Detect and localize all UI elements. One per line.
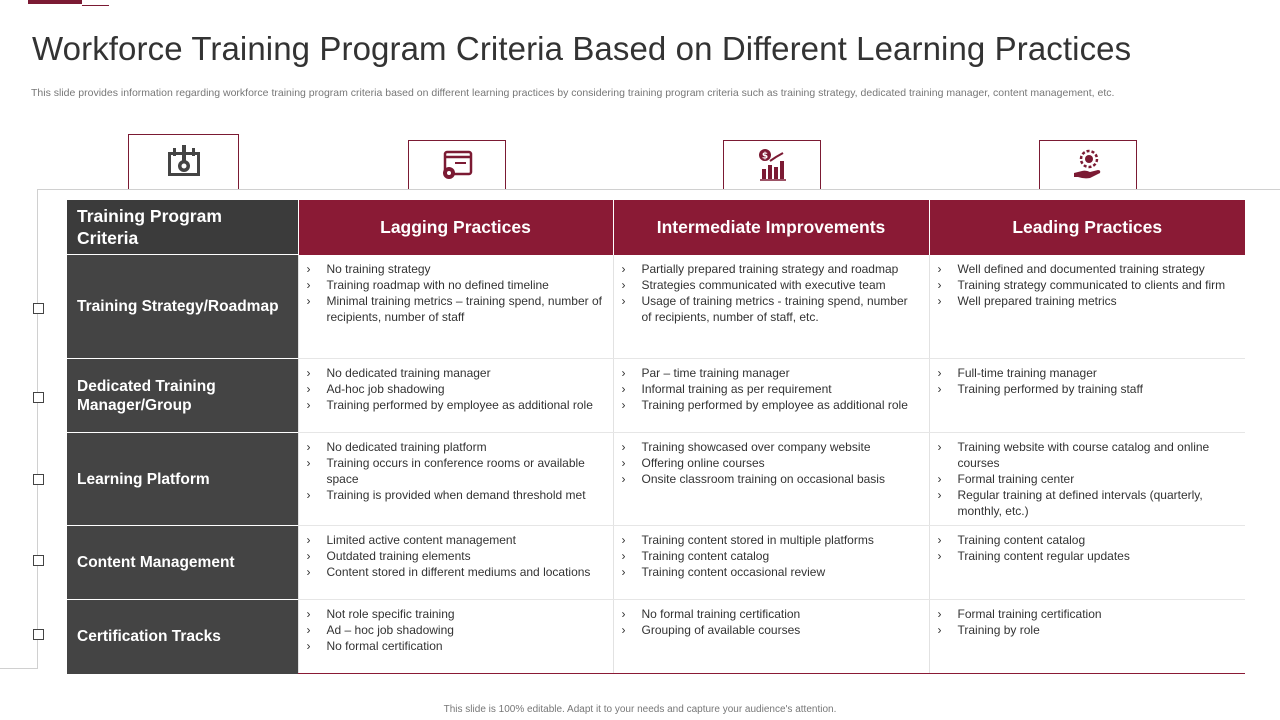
row-label: Training Strategy/Roadmap — [67, 255, 298, 359]
table-cell — [613, 600, 929, 674]
table-header-row — [67, 200, 1245, 255]
list-item: › No dedicated training platform — [307, 439, 605, 455]
table-cell — [613, 359, 929, 433]
table-row — [67, 359, 1245, 433]
list-item: › Content stored in different mediums and locations — [307, 564, 605, 580]
cell-bullet-list — [938, 532, 1238, 564]
list-item: › Well prepared training metrics — [938, 293, 1238, 309]
list-item: › Outdated training elements — [307, 548, 605, 564]
dollar-chart-icon — [754, 147, 790, 183]
list-item: › Training content regular updates — [938, 548, 1238, 564]
icon-box-lagging — [408, 140, 506, 190]
cell-bullet-list — [938, 261, 1238, 309]
cell-bullet-list — [938, 439, 1238, 519]
row-bullet-4 — [33, 555, 44, 566]
browser-settings-icon — [439, 147, 475, 183]
list-item: › Training website with course catalog and online courses — [938, 439, 1238, 471]
list-item: › Training by role — [938, 622, 1238, 638]
table-cell — [613, 526, 929, 600]
cell-bullet-list — [307, 261, 605, 325]
list-item: › Formal training certification — [938, 606, 1238, 622]
icon-box-criteria — [128, 134, 239, 190]
list-item: › Regular training at defined intervals (quarterly, monthly, etc.) — [938, 487, 1238, 519]
list-item: › Usage of training metrics - training spend, number of recipients, number of staff, etc. — [622, 293, 921, 325]
table-row — [67, 526, 1245, 600]
row-label: Learning Platform — [67, 433, 298, 526]
table-cell — [929, 526, 1245, 600]
cell-bullet-list — [622, 439, 921, 487]
table-cell — [929, 433, 1245, 526]
list-item: › Par – time training manager — [622, 365, 921, 381]
table-cell — [613, 433, 929, 526]
row-label: Content Management — [67, 526, 298, 600]
criteria-header: Training Program Criteria — [67, 200, 298, 255]
list-item: › Strategies communicated with executive team — [622, 277, 921, 293]
list-item: › Formal training center — [938, 471, 1238, 487]
row-bullet-5 — [33, 629, 44, 640]
table-row — [67, 433, 1245, 526]
list-item: › Not role specific training — [307, 606, 605, 622]
list-item: › Ad – hoc job shadowing — [307, 622, 605, 638]
list-item: › Grouping of available courses — [622, 622, 921, 638]
slide-title: Workforce Training Program Criteria Based on Different Learning Practices — [32, 30, 1132, 67]
list-item: › Full-time training manager — [938, 365, 1238, 381]
cell-bullet-list — [307, 606, 605, 654]
column-header-lagging: Lagging Practices — [298, 200, 613, 255]
list-item: › Partially prepared training strategy and roadmap — [622, 261, 921, 277]
list-item: › Training strategy communicated to clients and firm — [938, 277, 1238, 293]
table-cell — [929, 359, 1245, 433]
row-label: Dedicated Training Manager/Group — [67, 359, 298, 433]
list-item: › Informal training as per requirement — [622, 381, 921, 397]
list-item: › Training performed by training staff — [938, 381, 1238, 397]
row-bullet-3 — [33, 474, 44, 485]
list-item: › Training is provided when demand threshold met — [307, 487, 605, 503]
table-cell — [298, 433, 613, 526]
list-item: › No formal certification — [307, 638, 605, 654]
list-item: › Offering online courses — [622, 455, 921, 471]
list-item: › Minimal training metrics – training spend, number of recipients, number of staff — [307, 293, 605, 325]
list-item: › No training strategy — [307, 261, 605, 277]
list-item: › Training showcased over company website — [622, 439, 921, 455]
table-cell — [929, 255, 1245, 359]
cell-bullet-list — [307, 365, 605, 413]
cell-bullet-list — [307, 532, 605, 580]
criteria-table — [67, 200, 1245, 674]
list-item: › Training content stored in multiple platforms — [622, 532, 921, 548]
icon-box-leading — [1039, 140, 1137, 190]
hand-gear-icon — [1070, 147, 1106, 183]
list-item: › Limited active content management — [307, 532, 605, 548]
cell-bullet-list — [622, 532, 921, 580]
cell-bullet-list — [938, 606, 1238, 638]
table-cell — [929, 600, 1245, 674]
row-label: Certification Tracks — [67, 600, 298, 674]
list-item: › Training content catalog — [622, 548, 921, 564]
row-bullet-2 — [33, 392, 44, 403]
top-accent-bar — [28, 0, 82, 4]
list-item: › No dedicated training manager — [307, 365, 605, 381]
column-header-intermediate: Intermediate Improvements — [613, 200, 929, 255]
column-header-leading: Leading Practices — [929, 200, 1245, 255]
frame-left-line — [37, 189, 38, 669]
cell-bullet-list — [622, 261, 921, 325]
svg-text:$: $ — [761, 151, 769, 162]
list-item: › Training performed by employee as additional role — [307, 397, 605, 413]
table-cell — [298, 526, 613, 600]
frame-bottom-line — [0, 668, 38, 669]
list-item: › Training content occasional review — [622, 564, 921, 580]
frame-top-line — [38, 189, 1280, 190]
slide-subtitle: This slide provides information regarding workforce training program criteria based on different learning practices by considering training program criteria such as training strategy, dedicated training manager, content management, etc. — [31, 87, 1115, 99]
list-item: › Ad-hoc job shadowing — [307, 381, 605, 397]
table-row — [67, 255, 1245, 359]
table-cell — [613, 255, 929, 359]
table-row — [67, 600, 1245, 674]
list-item: › Well defined and documented training strategy — [938, 261, 1238, 277]
cell-bullet-list — [938, 365, 1238, 397]
icon-box-intermediate — [723, 140, 821, 190]
cell-bullet-list — [622, 606, 921, 638]
slide-footer: This slide is 100% editable. Adapt it to your needs and capture your audience's attention. — [443, 704, 837, 715]
table-cell — [298, 600, 613, 674]
list-item: › No formal training certification — [622, 606, 921, 622]
table-cell — [298, 255, 613, 359]
cell-bullet-list — [622, 365, 921, 413]
row-bullet-1 — [33, 303, 44, 314]
list-item: › Training occurs in conference rooms or available space — [307, 455, 605, 487]
list-item: › Onsite classroom training on occasional basis — [622, 471, 921, 487]
cell-bullet-list — [307, 439, 605, 503]
list-item: › Training roadmap with no defined timeline — [307, 277, 605, 293]
table-cell — [298, 359, 613, 433]
top-accent-line — [82, 5, 109, 6]
list-item: › Training content catalog — [938, 532, 1238, 548]
strategy-board-icon — [164, 142, 204, 182]
list-item: › Training performed by employee as additional role — [622, 397, 921, 413]
